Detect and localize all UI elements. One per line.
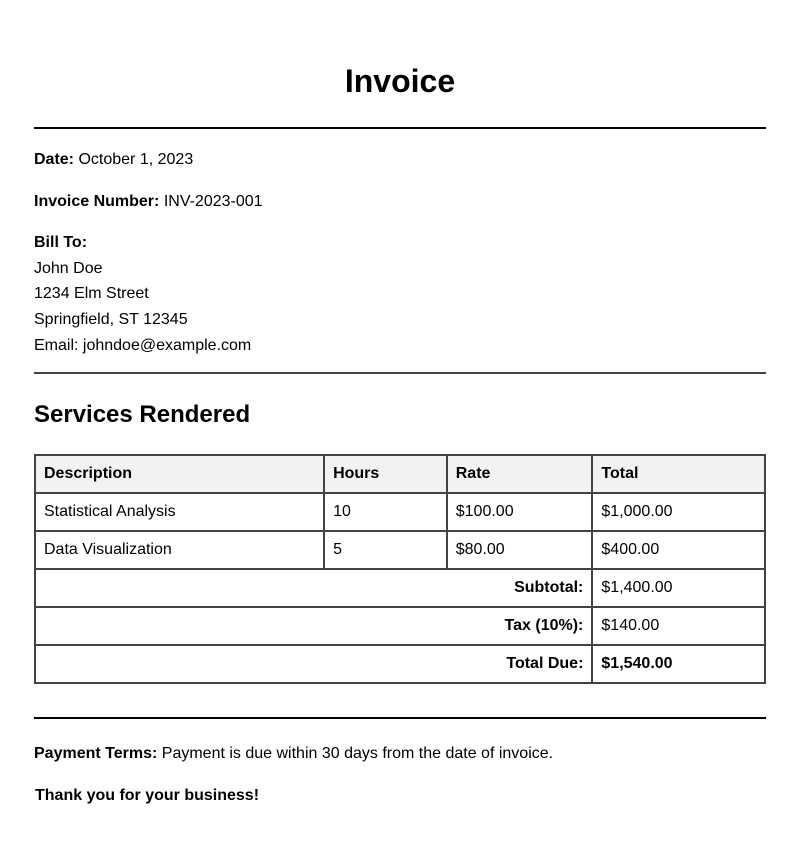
bill-to-heading: Bill To: <box>34 234 88 251</box>
row-hours: 10 <box>324 493 447 531</box>
row-hours: 5 <box>324 531 447 569</box>
invoice-number-value: INV-2023-001 <box>163 193 263 210</box>
row-rate: $80.00 <box>447 531 593 569</box>
page-title: Invoice <box>344 63 456 99</box>
column-header-hours: Hours <box>324 455 447 493</box>
payment-terms-label: Payment Terms: <box>34 745 158 762</box>
total-due-label: Total Due: <box>35 645 592 683</box>
row-description: Statistical Analysis <box>35 493 324 531</box>
table-row <box>35 531 765 569</box>
row-rate: $100.00 <box>447 493 593 531</box>
thank-you-text: Thank you for your business! <box>35 787 260 804</box>
bill-to-street: 1234 Elm Street <box>34 285 149 302</box>
invoice-number-line <box>34 192 263 212</box>
services-table <box>34 454 766 684</box>
table-row <box>35 493 765 531</box>
date-line <box>34 150 193 170</box>
invoice-number-label: Invoice Number: <box>34 193 160 210</box>
date-value: October 1, 2023 <box>78 151 194 168</box>
payment-terms-value: Payment is due within 30 days from the date of invoice. <box>161 745 554 762</box>
row-description: Data Visualization <box>35 531 324 569</box>
table-divider <box>34 717 766 719</box>
services-heading: Services Rendered <box>34 401 251 428</box>
payment-terms-line <box>34 744 553 764</box>
tax-value: $140.00 <box>592 607 765 645</box>
bill-to-name: John Doe <box>34 260 103 277</box>
total-due-value: $1,540.00 <box>592 645 765 683</box>
total-due-row <box>35 645 765 683</box>
column-header-total: Total <box>592 455 765 493</box>
tax-label: Tax (10%): <box>35 607 592 645</box>
column-header-rate: Rate <box>447 455 593 493</box>
title-divider <box>34 127 766 129</box>
bill-to-divider <box>34 372 766 374</box>
row-total: $1,000.00 <box>592 493 765 531</box>
subtotal-row <box>35 569 765 607</box>
column-header-description: Description <box>35 455 324 493</box>
tax-row <box>35 607 765 645</box>
subtotal-value: $1,400.00 <box>592 569 765 607</box>
table-header-row <box>35 455 765 493</box>
date-label: Date: <box>34 151 75 168</box>
bill-to-label <box>34 233 87 253</box>
row-total: $400.00 <box>592 531 765 569</box>
thank-you-line <box>35 786 259 806</box>
bill-to-city: Springfield, ST 12345 <box>34 311 188 328</box>
subtotal-label: Subtotal: <box>35 569 592 607</box>
bill-to-email: Email: johndoe@example.com <box>34 337 252 354</box>
